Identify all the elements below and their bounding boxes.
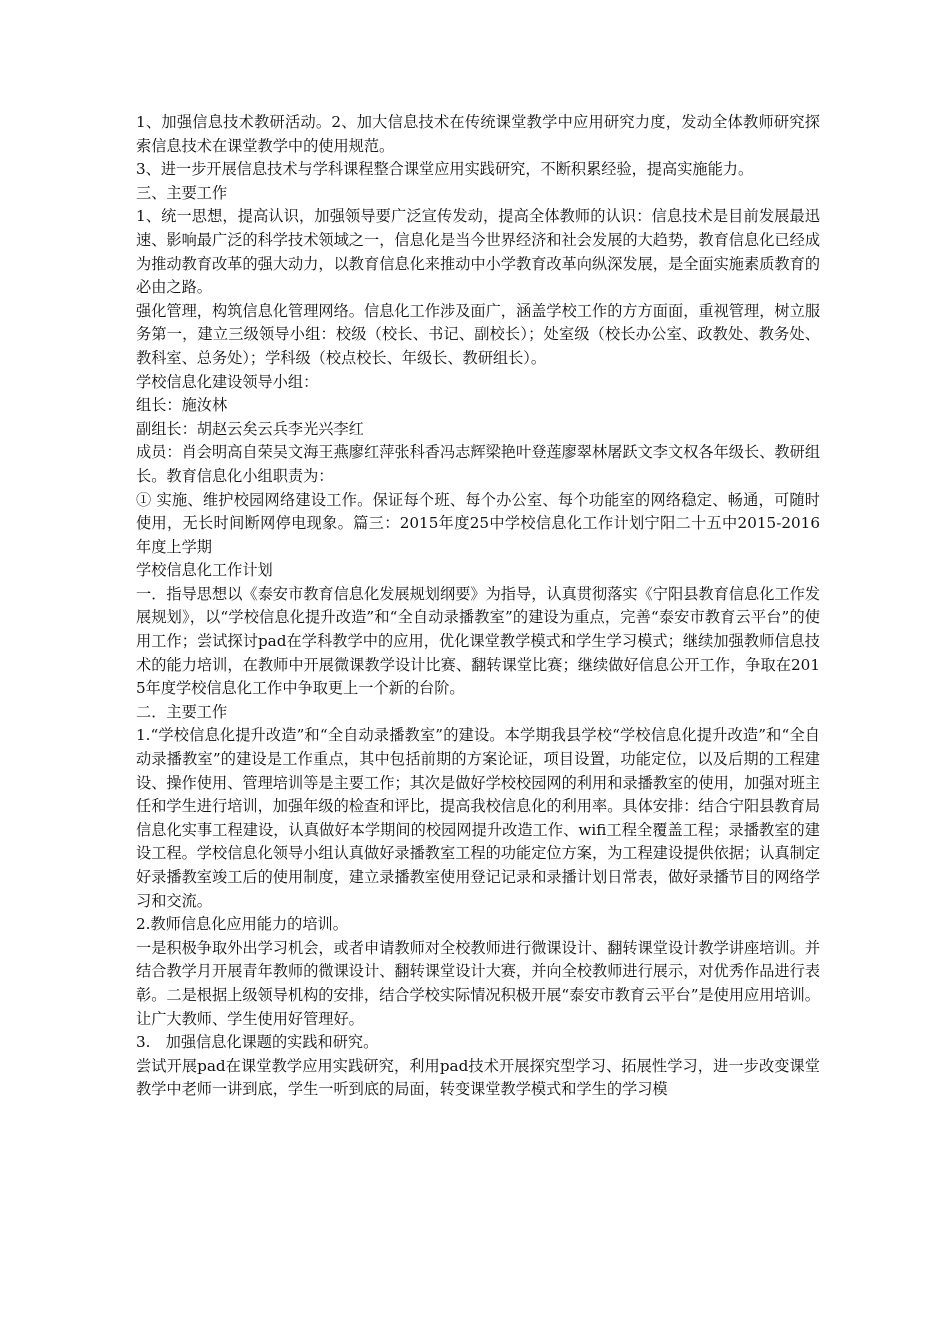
section-heading-main-work-2: 二．主要工作 [136,702,228,721]
deputy-group-leader: 副组长：胡赵云矣云兵李光兴李红 [136,419,364,438]
paragraph-network-maintenance: ① 实施、维护校园网络建设工作。保证每个班、每个办公室、每个功能室的网络稳定、畅通，可随时使用，无长时间断网停电现象。篇三：2015年度25中学校信息化工作计划宁阳二十五中2015-2016年度上学期 [136,490,820,556]
subheading-teacher-training: 2.教师信息化应用能力的培训。 [136,915,348,934]
paragraph-guiding-ideology: 一．指导思想以《泰安市教育信息化发展规划纲要》为指导，认真贯彻落实《宁阳县教育信息化工作发展规划》，以“学校信息化提升改造”和“全自动录播教室”的建设为重点，完善“泰安市教育云平台”的使用工作；尝试探讨pad在学科教学中的应用，优化课堂教学模式和学生学习模式；继续加强教师信息技术的能力培训，在教师中开展微课教学设计比赛、翻转课堂比赛；继续做好信息公开工作，争取在2015年度学校信息化工作中争取更上一个新的台阶。 [136,584,820,698]
paragraph-upgrade-recording: 1.“学校信息化提升改造”和“全自动录播教室”的建设。本学期我县学校“学校信息化提升改造”和“全自动录播教室”的建设是工作重点，其中包括前期的方案论证，项目设置，功能定位，以及后期的工程建设、操作使用、管理培训等是主要工作；其次是做好学校校园网的利用和录播教室的使用，加强对班主任和学生进行培训，加强年级的检查和评比，提高我校信息化的利用率。具体安排：结合宁阳县教育局信息化实事工程建设，认真做好本学期间的校园网提升改造工作、wifi工程全覆盖工程；录播教室的建设工程。学校信息化领导小组认真做好录播教室工程的功能定位方案，为工程建设提供依据；认真制定好录播教室竣工后的使用制度，建立录播教室使用登记记录和录播计划日常表，做好录播节目的网络学习和交流。 [136,726,820,910]
paragraph-management-network: 强化管理，构筑信息化管理网络。信息化工作涉及面广，涵盖学校工作的方方面面，重视管理，树立服务第一，建立三级领导小组：校级（校长、书记、副校长）；处室级（校长办公室、政教处、教务处、教科室、总务处）；学科级（校点校长、年级长、教研组长）。 [136,301,820,367]
paragraph-unify-thinking: 1、统一思想，提高认识，加强领导要广泛宣传发动，提高全体教师的认识：信息技术是目前发展最迅速、影响最广泛的科学技术领域之一，信息化是当今世界经济和社会发展的大趋势，教育信息化已经成为推动教育改革的强大动力，以教育信息化来推动中小学教育改革向纵深发展，是全面实施素质教育的必由之路。 [136,207,820,297]
paragraph-goal-3: 3、进一步开展信息技术与学科课程整合课堂应用实践研究，不断积累经验，提高实施能力。 [136,160,754,179]
paragraph-pad-research: 尝试开展pad在课堂教学应用实践研究，利用pad技术开展探究型学习、拓展性学习，进一步改变课堂教学中老师一讲到底，学生一听到底的局面，转变课堂教学模式和学生的学习模 [136,1056,820,1099]
group-leader: 组长：施汝林 [136,396,228,415]
section-heading-main-work: 三、主要工作 [136,183,228,202]
subheading-research: 3. 加强信息化课题的实践和研究。 [136,1033,379,1052]
leadership-group-heading: 学校信息化建设领导小组： [136,372,319,391]
plan-title: 学校信息化工作计划 [136,561,273,580]
group-members: 成员：肖会明高自荣吴文海王燕廖红萍张科香冯志辉梁艳叶登莲廖翠林屠跃文李文权各年级长、教研组长。教育信息化小组职责为： [136,443,820,485]
document-body [136,111,820,1102]
paragraph-teacher-training: 一是积极争取外出学习机会，或者申请教师对全校教师进行微课设计、翻转课堂设计教学讲座培训。并结合教学月开展青年教师的微课设计、翻转课堂设计大赛，并向全校教师进行展示，对优秀作品进行表彰。二是根据上级领导机构的安排，结合学校实际情况积极开展“泰安市教育云平台”是使用应用培训。让广大教师、学生使用好管理好。 [136,938,820,1028]
paragraph-goals-1-2: 1、加强信息技术教研活动。2、加大信息技术在传统课堂教学中应用研究力度，发动全体教师研究探索信息技术在课堂教学中的使用规范。 [136,113,820,155]
